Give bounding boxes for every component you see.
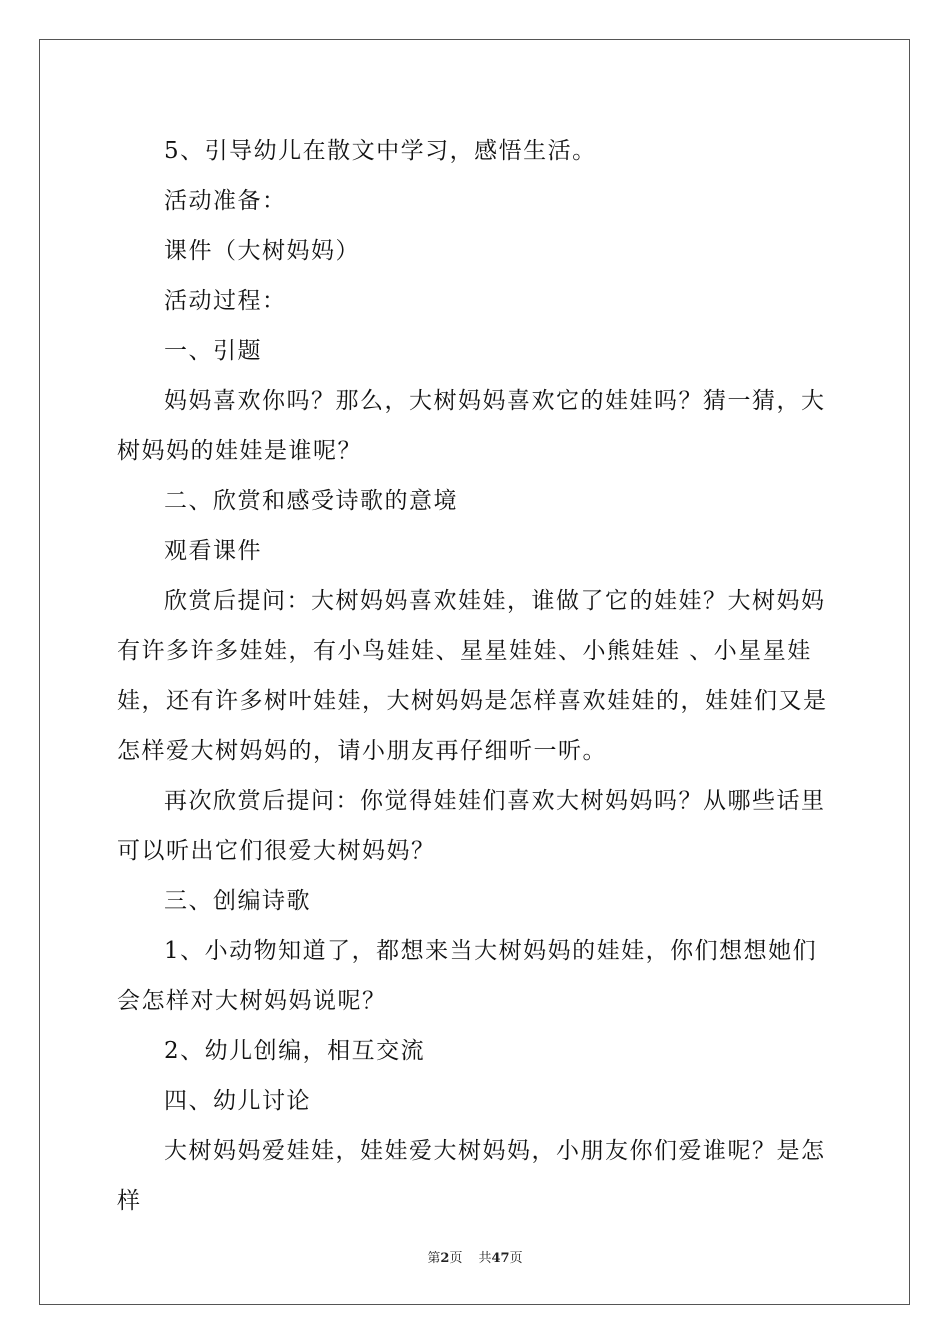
paragraph: 2、幼儿创编，相互交流: [164, 1038, 426, 1064]
page-prefix: 第: [427, 1251, 441, 1266]
total-pages: 47: [491, 1251, 510, 1266]
paragraph: 5、引导幼儿在散文中学习，感悟生活。: [164, 138, 597, 164]
page-number: 2: [440, 1251, 450, 1266]
paragraph: 活动准备：: [164, 188, 287, 214]
paragraph: 再次欣赏后提问：你觉得娃娃们喜欢大树妈妈吗？从哪些话里可以听出它们很爱大树妈妈？: [117, 788, 826, 864]
section-heading: 三、创编诗歌: [164, 888, 311, 914]
page-suffix: 页: [449, 1251, 463, 1266]
document-body: [117, 126, 833, 1226]
paragraph: 1、小动物知道了，都想来当大树妈妈的娃娃，你们想想她们会怎样对大树妈妈说呢？: [117, 938, 818, 1014]
paragraph: 妈妈喜欢你吗？那么，大树妈妈喜欢它的娃娃吗？猜一猜，大树妈妈的娃娃是谁呢？: [117, 388, 826, 464]
paragraph: 观看课件: [164, 538, 262, 564]
paragraph: 课件（大树妈妈）: [164, 238, 360, 264]
total-suffix: 页: [509, 1251, 523, 1266]
section-heading: 四、幼儿讨论: [164, 1088, 311, 1114]
paragraph: 活动过程：: [164, 288, 287, 314]
total-prefix: 共: [478, 1251, 492, 1266]
section-heading: 二、欣赏和感受诗歌的意境: [164, 488, 458, 514]
section-heading: 一、引题: [164, 338, 262, 364]
page-footer: [0, 1247, 950, 1266]
paragraph: 大树妈妈爱娃娃，娃娃爱大树妈妈，小朋友你们爱谁呢？是怎样: [117, 1138, 826, 1214]
paragraph: 欣赏后提问：大树妈妈喜欢娃娃，谁做了它的娃娃？大树妈妈有许多许多娃娃，有小鸟娃娃、星星娃娃、小熊娃娃 、小星星娃娃，还有许多树叶娃娃，大树妈妈是怎样喜欢娃娃的，娃娃们又是怎样爱大树妈妈的，请小朋友再仔细听一听。: [117, 588, 828, 764]
